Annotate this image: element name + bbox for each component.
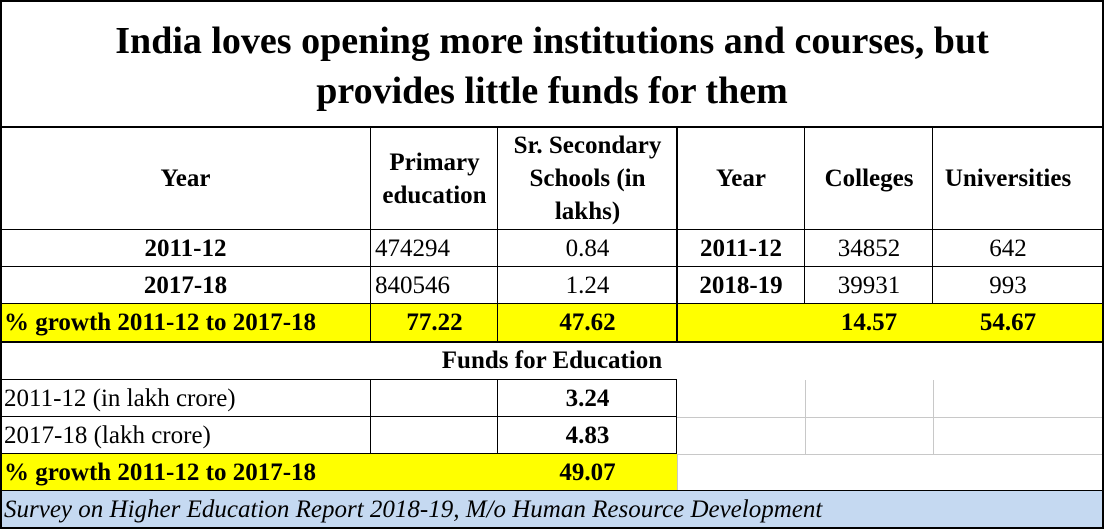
rule bbox=[0, 379, 677, 380]
funds-row-value: 4.83 bbox=[565, 421, 610, 449]
border-top bbox=[0, 0, 1104, 2]
row-colleges: 34852 bbox=[837, 234, 901, 262]
row-sr-secondary: 0.84 bbox=[565, 234, 610, 262]
growth-label: % growth 2011-12 to 2017-18 bbox=[4, 309, 317, 336]
rule bbox=[0, 341, 1104, 343]
grid-line bbox=[933, 380, 934, 454]
funds-heading: Funds for Education bbox=[441, 347, 663, 374]
rule bbox=[0, 266, 1104, 267]
rule bbox=[497, 380, 498, 454]
rule bbox=[370, 127, 371, 342]
row-universities: 642 bbox=[989, 234, 1027, 262]
border-left bbox=[0, 0, 2, 529]
grid-line bbox=[677, 454, 678, 491]
growth-primary: 77.22 bbox=[406, 309, 463, 336]
header-universities: Universities bbox=[944, 165, 1072, 192]
rule bbox=[0, 229, 1104, 230]
funds-row-label: 2011-12 (in lakh crore) bbox=[4, 384, 236, 412]
rule bbox=[0, 490, 1104, 491]
rule bbox=[0, 416, 677, 417]
header-colleges: Colleges bbox=[824, 165, 914, 192]
growth-colleges: 14.57 bbox=[840, 309, 898, 336]
rule bbox=[0, 126, 1104, 128]
row-year-2: 2011-12 bbox=[700, 234, 782, 262]
row-primary: 474294 bbox=[375, 234, 450, 262]
growth-universities: 54.67 bbox=[979, 309, 1037, 336]
row-year: 2017-18 bbox=[143, 271, 228, 299]
header-year-2: Year bbox=[716, 165, 766, 192]
funds-row-value: 3.24 bbox=[565, 384, 610, 412]
rule bbox=[676, 127, 678, 342]
row-year-2: 2018-19 bbox=[699, 271, 783, 299]
source-note: Survey on Higher Education Report 2018-19, M/o Human Resource Development bbox=[4, 496, 823, 523]
growth-sr-secondary: 47.62 bbox=[559, 309, 616, 336]
rule bbox=[370, 380, 371, 454]
header-sr-secondary-schools: Sr. Secondary Schools (in lakhs) bbox=[513, 132, 662, 225]
rule bbox=[497, 127, 498, 342]
funds-growth-value: 49.07 bbox=[559, 458, 616, 486]
grid-line bbox=[677, 417, 1102, 418]
rule bbox=[932, 127, 933, 304]
row-universities: 993 bbox=[989, 271, 1027, 299]
grid-line bbox=[805, 380, 806, 454]
header-primary-education: Primary education bbox=[382, 148, 487, 209]
row-colleges: 39931 bbox=[837, 271, 901, 299]
row-year: 2011-12 bbox=[144, 234, 227, 262]
rule bbox=[0, 453, 677, 454]
table-title: India loves opening more institutions and courses, but provides little funds for them bbox=[115, 20, 989, 112]
row-sr-secondary: 1.24 bbox=[565, 271, 610, 299]
rule bbox=[676, 380, 677, 454]
row-primary: 840546 bbox=[375, 271, 450, 299]
funds-growth-label: % growth 2011-12 to 2017-18 bbox=[4, 458, 317, 486]
rule bbox=[0, 303, 1104, 304]
funds-row-label: 2017-18 (lakh crore) bbox=[4, 421, 211, 449]
header-year: Year bbox=[160, 165, 211, 192]
grid-line bbox=[677, 454, 1102, 455]
rule bbox=[804, 127, 805, 304]
